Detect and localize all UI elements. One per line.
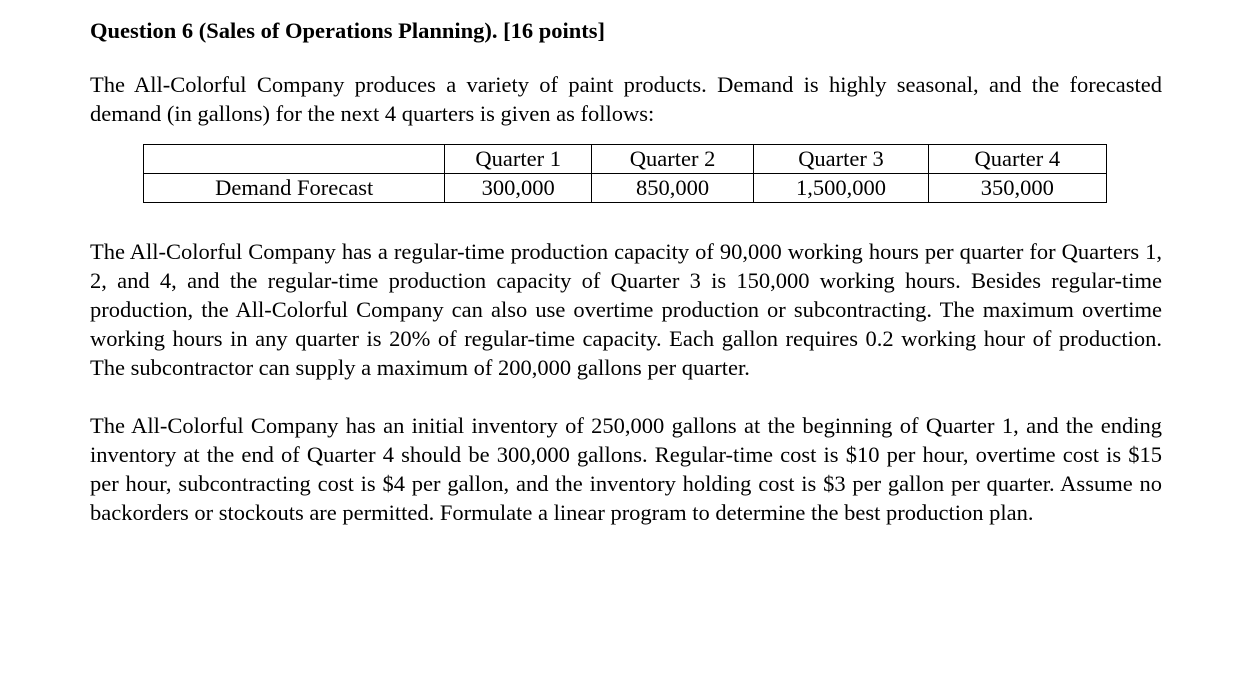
row-label-demand-forecast: Demand Forecast — [144, 174, 445, 203]
question-title: Question 6 (Sales of Operations Planning). [16 points] — [90, 18, 606, 43]
intro-paragraph: The All-Colorful Company produces a variety of paint products. Demand is highly seasonal, and the forecasted demand (in gallons) for the next 4 quarters is given as follows: — [90, 72, 1162, 126]
value-cell-quarter-4: 350,000 — [928, 174, 1106, 203]
demand-table-wrapper — [143, 144, 1107, 203]
table-row — [144, 174, 1107, 203]
value-cell-quarter-1: 300,000 — [445, 174, 591, 203]
header-cell-quarter-1: Quarter 1 — [445, 145, 591, 174]
capacity-paragraph: The All-Colorful Company has a regular-time production capacity of 90,000 working hours per quarter for Quarters 1, 2, and 4, and the regular-time production capacity of Quarter 3 is 150,000 working hours. Besides regular-time production, the All-Colorful Company can also use overtime production or subcontracting. The maximum overtime working hours in any quarter is 20% of regular-time capacity. Each gallon requires 0.2 working hour of production. The subcontractor can supply a maximum of 200,000 gallons per quarter. — [90, 239, 1162, 380]
header-cell-empty — [144, 145, 445, 174]
header-cell-quarter-4: Quarter 4 — [928, 145, 1106, 174]
demand-forecast-table — [143, 144, 1107, 203]
value-cell-quarter-3: 1,500,000 — [754, 174, 928, 203]
document-page — [90, 14, 1162, 527]
table-header-row — [144, 145, 1107, 174]
value-cell-quarter-2: 850,000 — [591, 174, 753, 203]
cost-paragraph: The All-Colorful Company has an initial inventory of 250,000 gallons at the beginning of Quarter 1, and the ending inventory at the end of Quarter 4 should be 300,000 gallons. Regular-time cost is $10 per hour, overtime cost is $15 per hour, subcontracting cost is $4 per gallon, and the inventory holding cost is $3 per gallon per quarter. Assume no backorders or stockouts are permitted. Formulate a linear program to determine the best production plan. — [90, 413, 1162, 525]
header-cell-quarter-3: Quarter 3 — [754, 145, 928, 174]
header-cell-quarter-2: Quarter 2 — [591, 145, 753, 174]
